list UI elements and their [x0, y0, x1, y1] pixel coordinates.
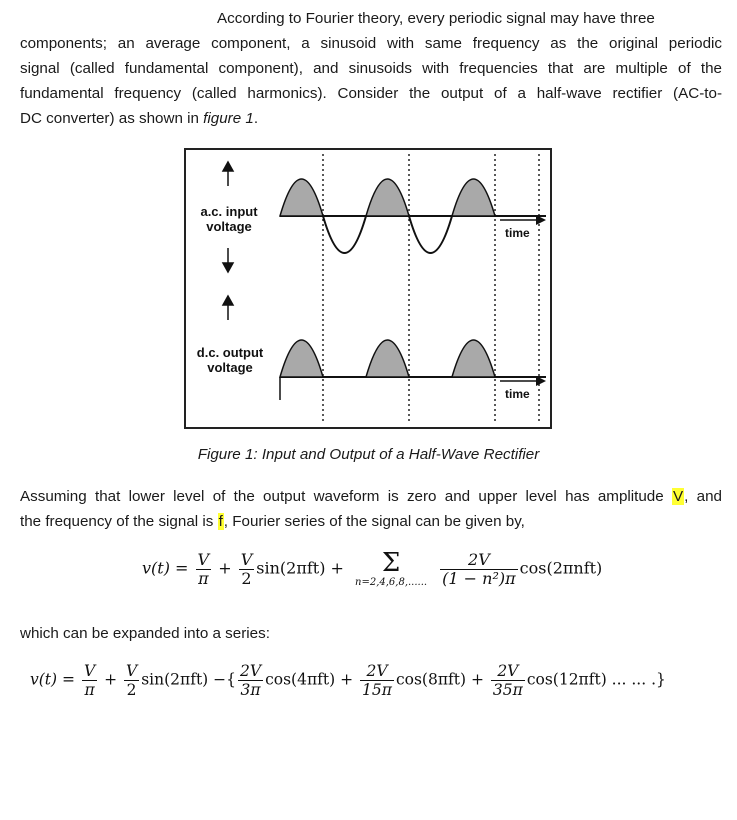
eq2-t4-num: 2V: [360, 662, 394, 681]
eq1-t2-func: sin(2πft) +: [256, 558, 344, 578]
intro-line-5-text: DC converter) as shown in: [20, 110, 204, 127]
expand-text: which can be expanded into a series:: [20, 625, 270, 642]
time-label-top: time: [505, 226, 530, 240]
eq2-t3-num: 2V: [240, 662, 262, 680]
eq2-t5-func: cos(12πft) ... ... .}: [526, 670, 666, 689]
eq2-term4: [360, 662, 394, 699]
highlighted-variable-v: V: [673, 488, 684, 505]
eq1-term1: [196, 551, 212, 588]
eq2-t3-den: 3π: [240, 681, 261, 699]
eq2-term3: [238, 662, 263, 699]
assumption-line-2: [20, 509, 722, 534]
assumption-line-1-suffix: , and: [684, 488, 722, 505]
assumption-line-2-text: the frequency of the signal is: [20, 513, 218, 530]
dc-output-label: [188, 345, 272, 375]
assumption-paragraph: [20, 484, 722, 534]
expanded-series-equation: [30, 662, 666, 699]
intro-line-5: [20, 106, 722, 131]
eq2-t3-func: cos(4πft) +: [265, 670, 354, 689]
eq1-t1-num: V: [197, 549, 210, 569]
highlighted-variable-f: f: [218, 513, 223, 530]
eq2-t2-num: V: [126, 662, 138, 680]
sigma-symbol: Σ: [381, 548, 401, 578]
intro-line-3: signal (called fundamental component), and sinusoids with frequencies that are multiple of the: [20, 60, 722, 77]
eq1-plus: +: [218, 558, 232, 578]
assumption-line-2-suffix: , Fourier series of the signal can be given by,: [223, 513, 525, 530]
eq2-t1-den: π: [84, 681, 95, 699]
figure-reference: figure 1: [203, 110, 254, 127]
eq2-minus-brace: −{: [213, 670, 237, 689]
eq2-term1: [82, 662, 97, 699]
fourier-series-equation: [142, 549, 602, 589]
ac-input-label-line2: voltage: [206, 219, 252, 234]
eq1-term3: [440, 551, 517, 588]
dc-output-label-line2: voltage: [207, 360, 253, 375]
eq2-plus: +: [104, 670, 118, 689]
eq2-t5-num: 2V: [491, 662, 525, 681]
assumption-line-1-text: Assuming that lower level of the output waveform is zero and upper level has amplitude: [20, 488, 672, 505]
eq2-t2-func: sin(2πft): [141, 670, 209, 689]
eq1-t3-den: (1 − n²)π: [442, 568, 516, 588]
intro-line-1: According to Fourier theory, every periodic signal may have three: [217, 10, 655, 27]
eq2-t4-den: 15π: [362, 681, 392, 699]
input-positive-halves: [280, 179, 495, 216]
eq2-term5: [491, 662, 525, 699]
eq1-summation: [355, 549, 427, 589]
period-guides: [323, 154, 539, 423]
rectifier-figure: [184, 148, 552, 429]
eq2-t2-den: 2: [126, 681, 137, 699]
eq1-t1-den: π: [198, 568, 209, 588]
intro-paragraph: [20, 6, 722, 131]
eq1-t2-num: V: [240, 549, 253, 569]
dc-output-label-line1: d.c. output: [196, 345, 264, 360]
eq2-t1-num: V: [83, 662, 96, 680]
eq2-lhs: v(t) =: [30, 670, 75, 689]
ac-input-label-line1: a.c. input: [200, 204, 258, 219]
eq1-t2-den: 2: [241, 568, 252, 588]
time-label-bottom: time: [505, 387, 530, 401]
assumption-line-1: [20, 484, 722, 509]
eq2-term2: [124, 662, 139, 699]
intro-line-5-suffix: .: [253, 110, 259, 127]
eq1-term2: [239, 551, 255, 588]
eq1-t3-num: 2V: [440, 551, 517, 570]
eq1-lhs: v(t) =: [142, 558, 189, 578]
sum-limits: n=2,4,6,8,......: [355, 577, 428, 588]
eq2-t4-func: cos(8πft) +: [395, 670, 484, 689]
eq2-t5-den: 35π: [492, 681, 523, 699]
label-arrows: [223, 162, 233, 320]
ac-input-label: [190, 204, 268, 234]
intro-line-4: fundamental frequency (called harmonics). Consider the output of a half-wave rectifier (AC-to-: [20, 85, 722, 102]
eq1-t3-func: cos(2πnft): [519, 558, 603, 578]
input-negative-halves: [323, 216, 452, 253]
intro-line-2: components; an average component, a sinusoid with same frequency as the original periodic: [20, 35, 722, 52]
figure-caption: Figure 1: Input and Output of a Half-Wave Rectifier: [197, 446, 540, 463]
waveform-diagram: [186, 150, 550, 427]
output-positive-halves: [280, 340, 495, 377]
